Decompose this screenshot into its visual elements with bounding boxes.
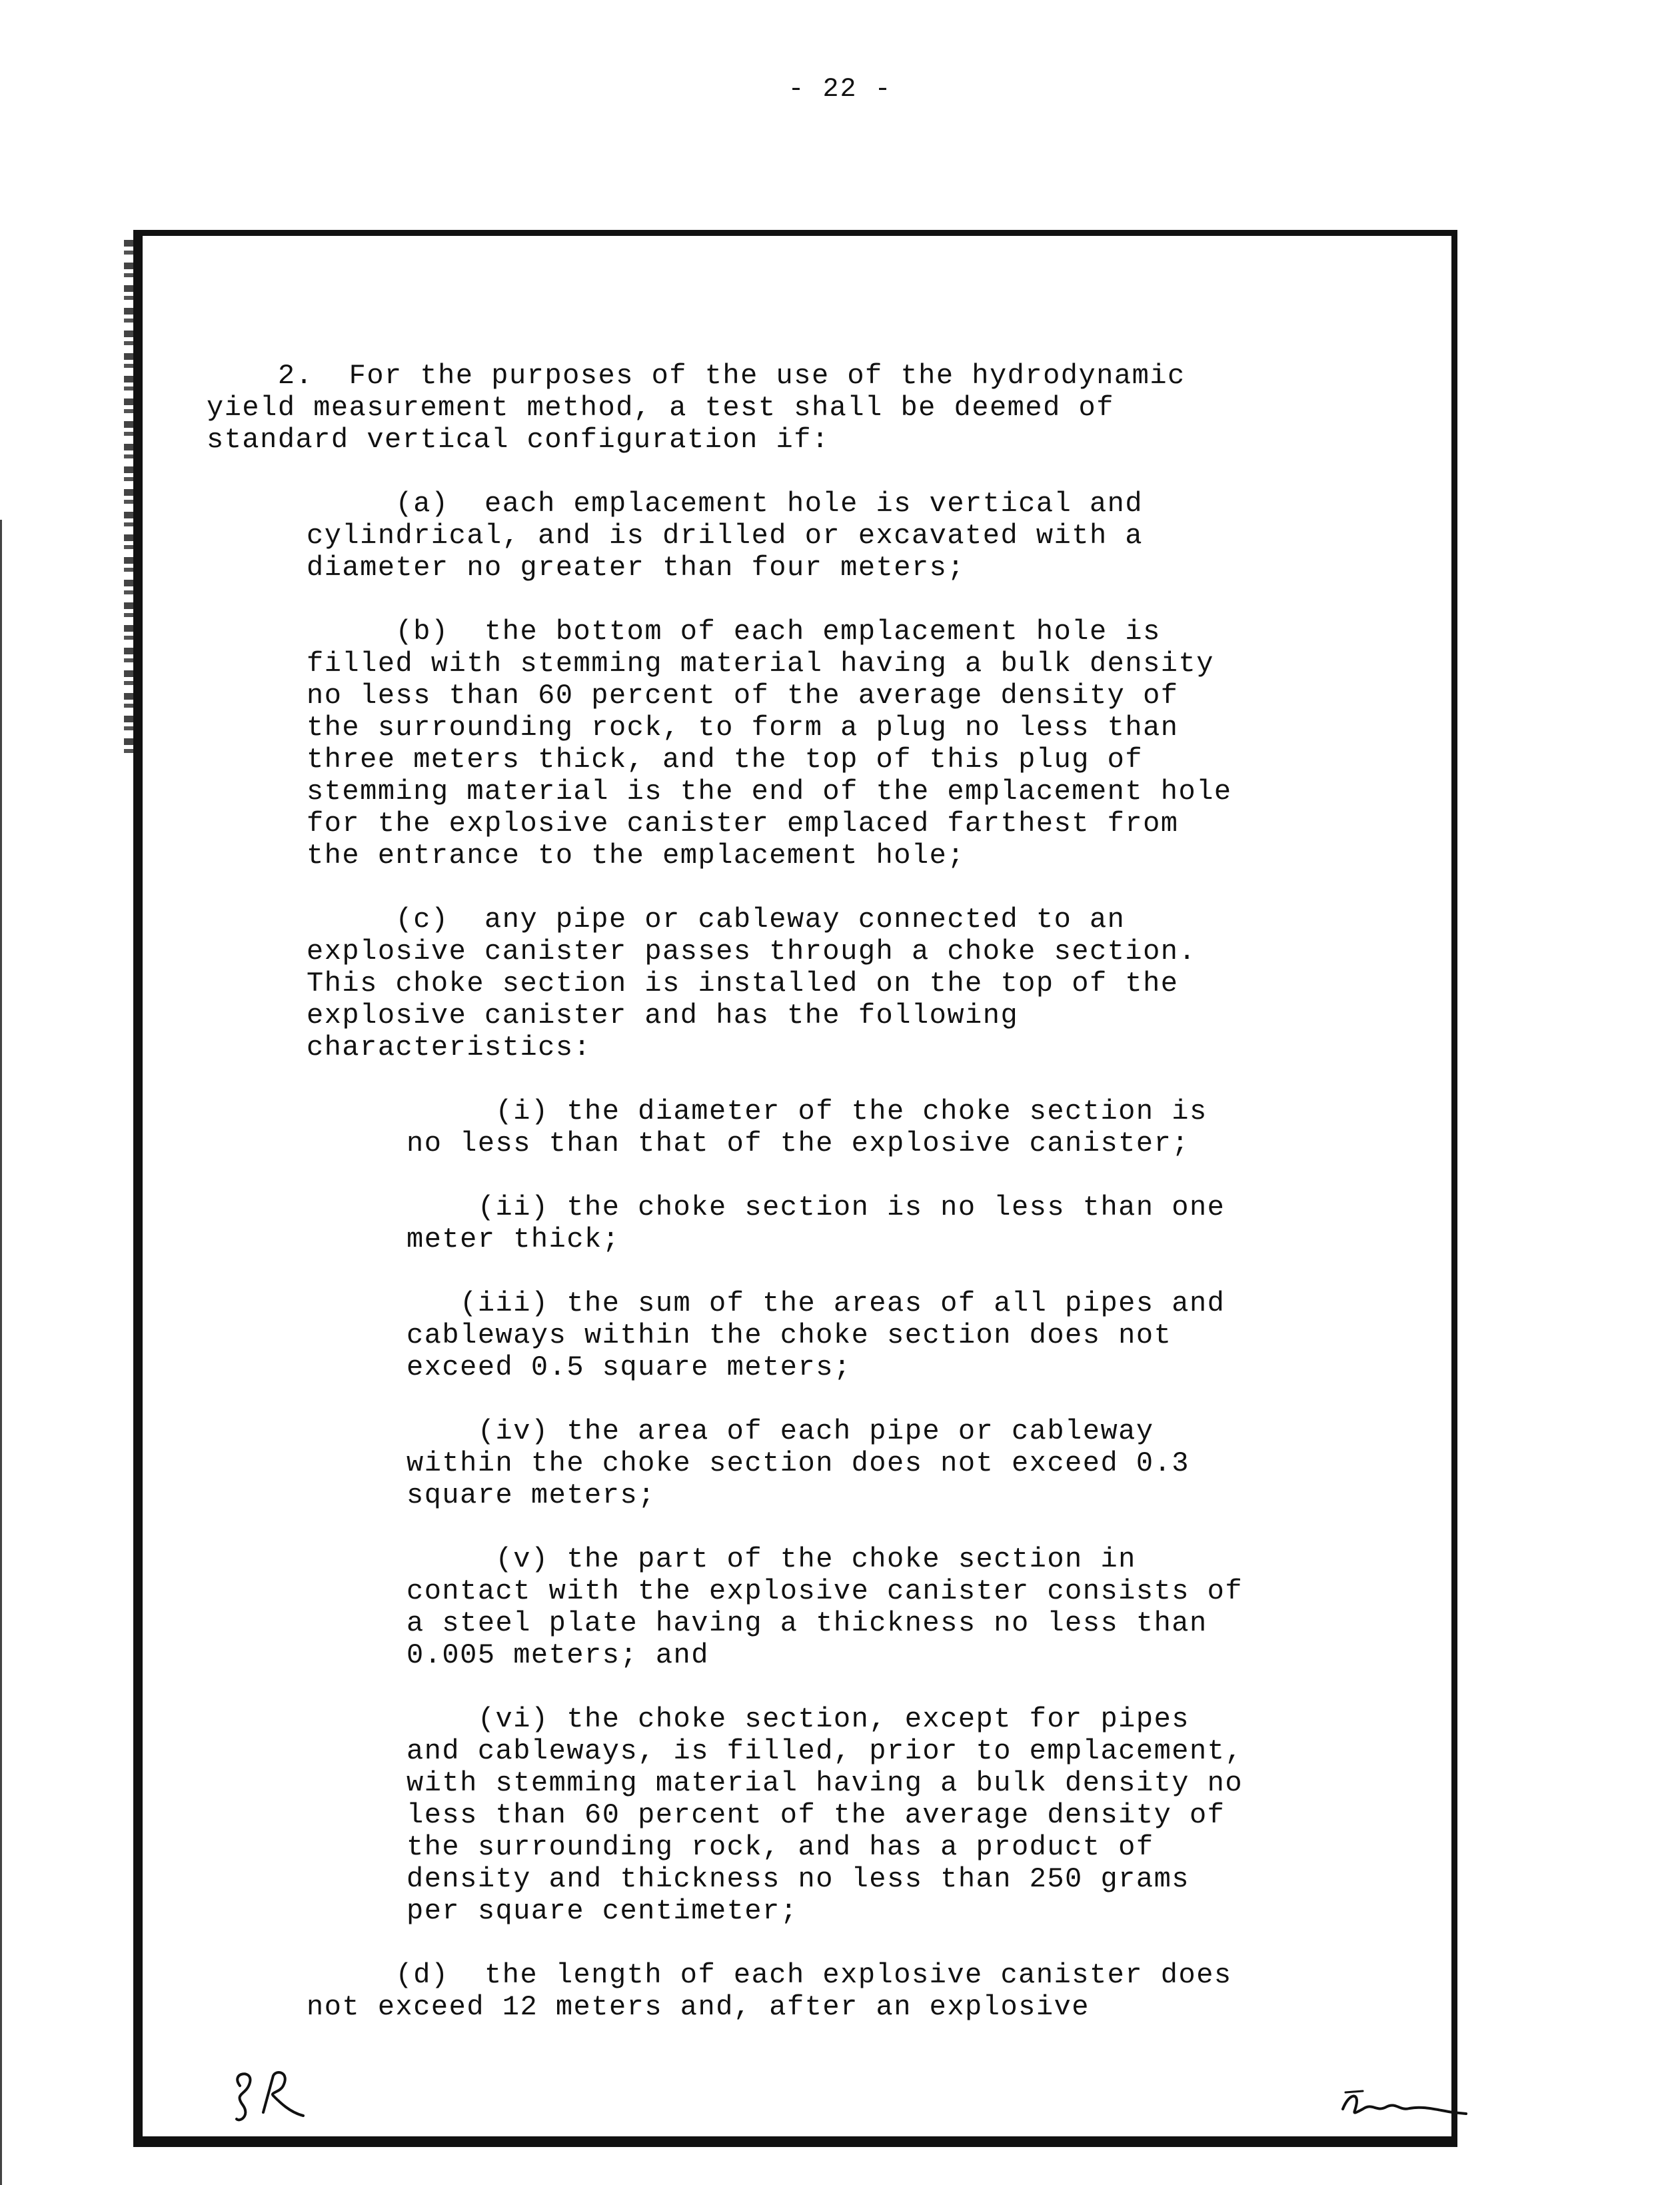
text-line: with stemming material having a bulk density no: [407, 1767, 1244, 1799]
text-line: less than 60 percent of the average density of: [407, 1799, 1226, 1831]
text-line: This choke section is installed on the top of the: [307, 968, 1179, 1000]
text-line: no less than that of the explosive canister;: [407, 1127, 1190, 1159]
page-number: - 22 -: [788, 75, 892, 105]
text-line: the surrounding rock, to form a plug no less than: [307, 712, 1179, 744]
text-line: (iii) the sum of the areas of all pipes and: [407, 1287, 1226, 1319]
handwritten-initials-left: [227, 2066, 313, 2126]
text-line: yield measurement method, a test shall be deemed of: [207, 392, 1114, 424]
text-line: contact with the explosive canister consists of: [407, 1575, 1244, 1607]
text-line: (ii) the choke section is no less than one: [407, 1191, 1226, 1223]
text-line: standard vertical configuration if:: [207, 424, 830, 456]
text-line: (d) the length of each explosive canister does: [307, 1959, 1232, 1991]
text-line: diameter no greater than four meters;: [307, 552, 966, 584]
text-line: (b) the bottom of each emplacement hole is: [307, 616, 1161, 648]
text-line: cableways within the choke section does not: [407, 1319, 1172, 1351]
text-line: meter thick;: [407, 1223, 620, 1255]
text-line: 0.005 meters; and: [407, 1639, 709, 1671]
text-line: the entrance to the emplacement hole;: [307, 840, 966, 872]
text-line: explosive canister and has the following: [307, 1000, 1019, 1032]
text-line: and cableways, is filled, prior to emplacement,: [407, 1735, 1244, 1767]
text-line: (vi) the choke section, except for pipes: [407, 1703, 1190, 1735]
text-line: 2. For the purposes of the use of the hydrodynamic: [207, 360, 1186, 392]
text-line: (a) each emplacement hole is vertical and: [307, 488, 1144, 520]
text-line: filled with stemming material having a bulk density: [307, 648, 1214, 680]
text-line: (v) the part of the choke section in: [407, 1543, 1136, 1575]
text-line: within the choke section does not exceed 0.3: [407, 1447, 1190, 1479]
text-line: not exceed 12 meters and, after an explosive: [307, 1991, 1090, 2023]
text-line: a steel plate having a thickness no less than: [407, 1607, 1208, 1639]
text-line: (c) any pipe or cableway connected to an: [307, 904, 1126, 936]
text-line: density and thickness no less than 250 grams: [407, 1863, 1190, 1895]
text-line: stemming material is the end of the emplacement hole: [307, 776, 1232, 808]
handwritten-signature-right: [1336, 2079, 1469, 2126]
text-line: for the explosive canister emplaced farthest from: [307, 808, 1179, 840]
text-line: square meters;: [407, 1479, 656, 1511]
text-line: characteristics:: [307, 1032, 592, 1064]
text-line: explosive canister passes through a choke section.: [307, 936, 1197, 968]
text-line: three meters thick, and the top of this plug of: [307, 744, 1144, 776]
text-line: cylindrical, and is drilled or excavated with a: [307, 520, 1144, 552]
text-line: (i) the diameter of the choke section is: [407, 1095, 1208, 1127]
text-line: per square centimeter;: [407, 1895, 798, 1927]
text-line: the surrounding rock, and has a product of: [407, 1831, 1154, 1863]
text-line: (iv) the area of each pipe or cableway: [407, 1415, 1154, 1447]
text-line: exceed 0.5 square meters;: [407, 1351, 852, 1383]
text-line: no less than 60 percent of the average density of: [307, 680, 1179, 712]
